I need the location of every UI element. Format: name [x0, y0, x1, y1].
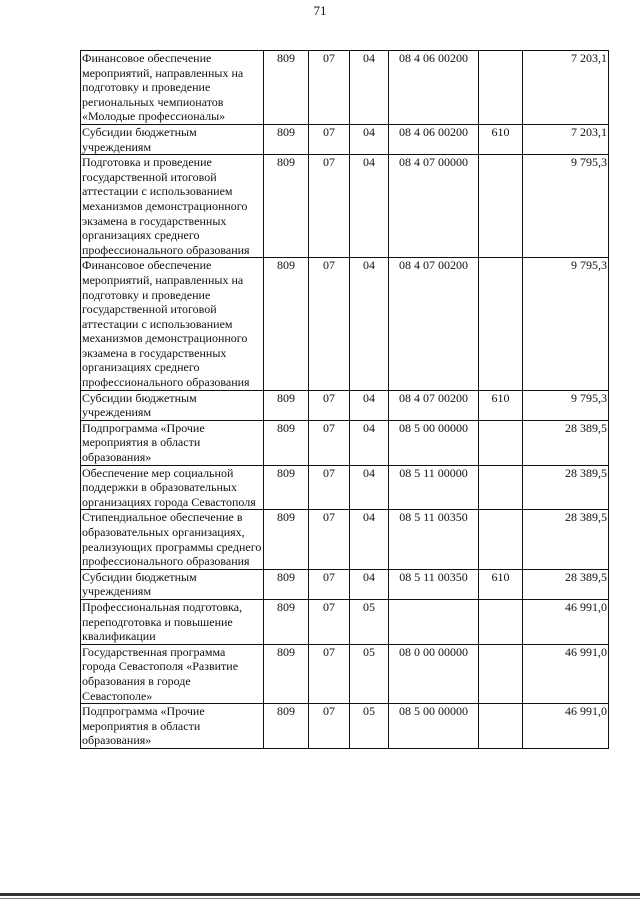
row-name-cell: Финансовое обеспечение мероприятий, направленных на подготовку и проведение региональных чемпионатов «Молодые профессионалы»: [81, 51, 264, 125]
ministry-code-cell: 809: [264, 155, 309, 258]
budget-table: [80, 50, 609, 749]
amount-cell: 9 795,3: [523, 390, 609, 420]
expense-type-cell: [479, 644, 523, 703]
amount-cell: 28 389,5: [523, 510, 609, 569]
ministry-code-cell: 809: [264, 51, 309, 125]
expense-type-cell: [479, 51, 523, 125]
article-code-cell: [389, 599, 479, 644]
article-code-cell: 08 0 00 00000: [389, 644, 479, 703]
subsection-code-cell: 04: [350, 155, 389, 258]
section-code-cell: 07: [309, 420, 350, 465]
expense-type-cell: [479, 420, 523, 465]
section-code-cell: 07: [309, 258, 350, 390]
article-code-cell: 08 5 11 00000: [389, 465, 479, 510]
amount-cell: 46 991,0: [523, 704, 609, 749]
table-row: [81, 124, 609, 154]
section-code-cell: 07: [309, 704, 350, 749]
subsection-code-cell: 04: [350, 420, 389, 465]
expense-type-cell: [479, 599, 523, 644]
ministry-code-cell: 809: [264, 465, 309, 510]
row-name-cell: Финансовое обеспечение мероприятий, направленных на подготовку и проведение государственной итоговой аттестации с использованием механизмов демонстрационного экзамена в государственных организациях среднего профессионального образования: [81, 258, 264, 390]
table-row: [81, 465, 609, 510]
table-row: [81, 258, 609, 390]
table-row: [81, 51, 609, 125]
scan-edge-line: [0, 893, 640, 896]
subsection-code-cell: 04: [350, 51, 389, 125]
section-code-cell: 07: [309, 51, 350, 125]
section-code-cell: 07: [309, 599, 350, 644]
amount-cell: 7 203,1: [523, 124, 609, 154]
ministry-code-cell: 809: [264, 420, 309, 465]
table-row: [81, 599, 609, 644]
subsection-code-cell: 04: [350, 510, 389, 569]
ministry-code-cell: 809: [264, 704, 309, 749]
ministry-code-cell: 809: [264, 644, 309, 703]
table-row: [81, 390, 609, 420]
row-name-cell: Подпрограмма «Прочие мероприятия в области образования»: [81, 420, 264, 465]
page-number: 71: [313, 3, 327, 18]
section-code-cell: 07: [309, 155, 350, 258]
ministry-code-cell: 809: [264, 258, 309, 390]
row-name-cell: Субсидии бюджетным учреждениям: [81, 390, 264, 420]
article-code-cell: 08 5 11 00350: [389, 510, 479, 569]
subsection-code-cell: 05: [350, 704, 389, 749]
amount-cell: 9 795,3: [523, 258, 609, 390]
article-code-cell: 08 5 00 00000: [389, 704, 479, 749]
row-name-cell: Государственная программа города Севастополя «Развитие образования в городе Севастополе»: [81, 644, 264, 703]
subsection-code-cell: 04: [350, 465, 389, 510]
row-name-cell: Субсидии бюджетным учреждениям: [81, 124, 264, 154]
ministry-code-cell: 809: [264, 390, 309, 420]
article-code-cell: 08 4 07 00000: [389, 155, 479, 258]
article-code-cell: 08 4 07 00200: [389, 258, 479, 390]
row-name-cell: Стипендиальное обеспечение в образовательных организациях, реализующих программы среднего профессионального образования: [81, 510, 264, 569]
ministry-code-cell: 809: [264, 569, 309, 599]
expense-type-cell: [479, 465, 523, 510]
subsection-code-cell: 04: [350, 569, 389, 599]
section-code-cell: 07: [309, 569, 350, 599]
section-code-cell: 07: [309, 644, 350, 703]
row-name-cell: Профессиональная подготовка, переподготовка и повышение квалификации: [81, 599, 264, 644]
table-row: [81, 644, 609, 703]
section-code-cell: 07: [309, 124, 350, 154]
row-name-cell: Подготовка и проведение государственной итоговой аттестации с использованием механизмов демонстрационного экзамена в государственных организациях среднего профессионального образования: [81, 155, 264, 258]
scan-edge-line-thin: [0, 898, 640, 899]
table-row: [81, 510, 609, 569]
amount-cell: 9 795,3: [523, 155, 609, 258]
subsection-code-cell: 04: [350, 124, 389, 154]
section-code-cell: 07: [309, 465, 350, 510]
ministry-code-cell: 809: [264, 124, 309, 154]
amount-cell: 46 991,0: [523, 599, 609, 644]
article-code-cell: 08 4 07 00200: [389, 390, 479, 420]
expense-type-cell: [479, 510, 523, 569]
expense-type-cell: [479, 704, 523, 749]
table-row: [81, 155, 609, 258]
expense-type-cell: 610: [479, 390, 523, 420]
budget-table-body: [81, 51, 609, 749]
subsection-code-cell: 04: [350, 390, 389, 420]
amount-cell: 46 991,0: [523, 644, 609, 703]
article-code-cell: 08 4 06 00200: [389, 51, 479, 125]
subsection-code-cell: 05: [350, 599, 389, 644]
table-row: [81, 569, 609, 599]
row-name-cell: Субсидии бюджетным учреждениям: [81, 569, 264, 599]
section-code-cell: 07: [309, 390, 350, 420]
expense-type-cell: [479, 155, 523, 258]
ministry-code-cell: 809: [264, 510, 309, 569]
amount-cell: 7 203,1: [523, 51, 609, 125]
amount-cell: 28 389,5: [523, 420, 609, 465]
article-code-cell: 08 4 06 00200: [389, 124, 479, 154]
table-row: [81, 420, 609, 465]
ministry-code-cell: 809: [264, 599, 309, 644]
row-name-cell: Обеспечение мер социальной поддержки в образовательных организациях города Севастополя: [81, 465, 264, 510]
article-code-cell: 08 5 11 00350: [389, 569, 479, 599]
expense-type-cell: [479, 258, 523, 390]
subsection-code-cell: 05: [350, 644, 389, 703]
row-name-cell: Подпрограмма «Прочие мероприятия в области образования»: [81, 704, 264, 749]
article-code-cell: 08 5 00 00000: [389, 420, 479, 465]
expense-type-cell: 610: [479, 569, 523, 599]
subsection-code-cell: 04: [350, 258, 389, 390]
table-row: [81, 704, 609, 749]
amount-cell: 28 389,5: [523, 569, 609, 599]
section-code-cell: 07: [309, 510, 350, 569]
amount-cell: 28 389,5: [523, 465, 609, 510]
expense-type-cell: 610: [479, 124, 523, 154]
